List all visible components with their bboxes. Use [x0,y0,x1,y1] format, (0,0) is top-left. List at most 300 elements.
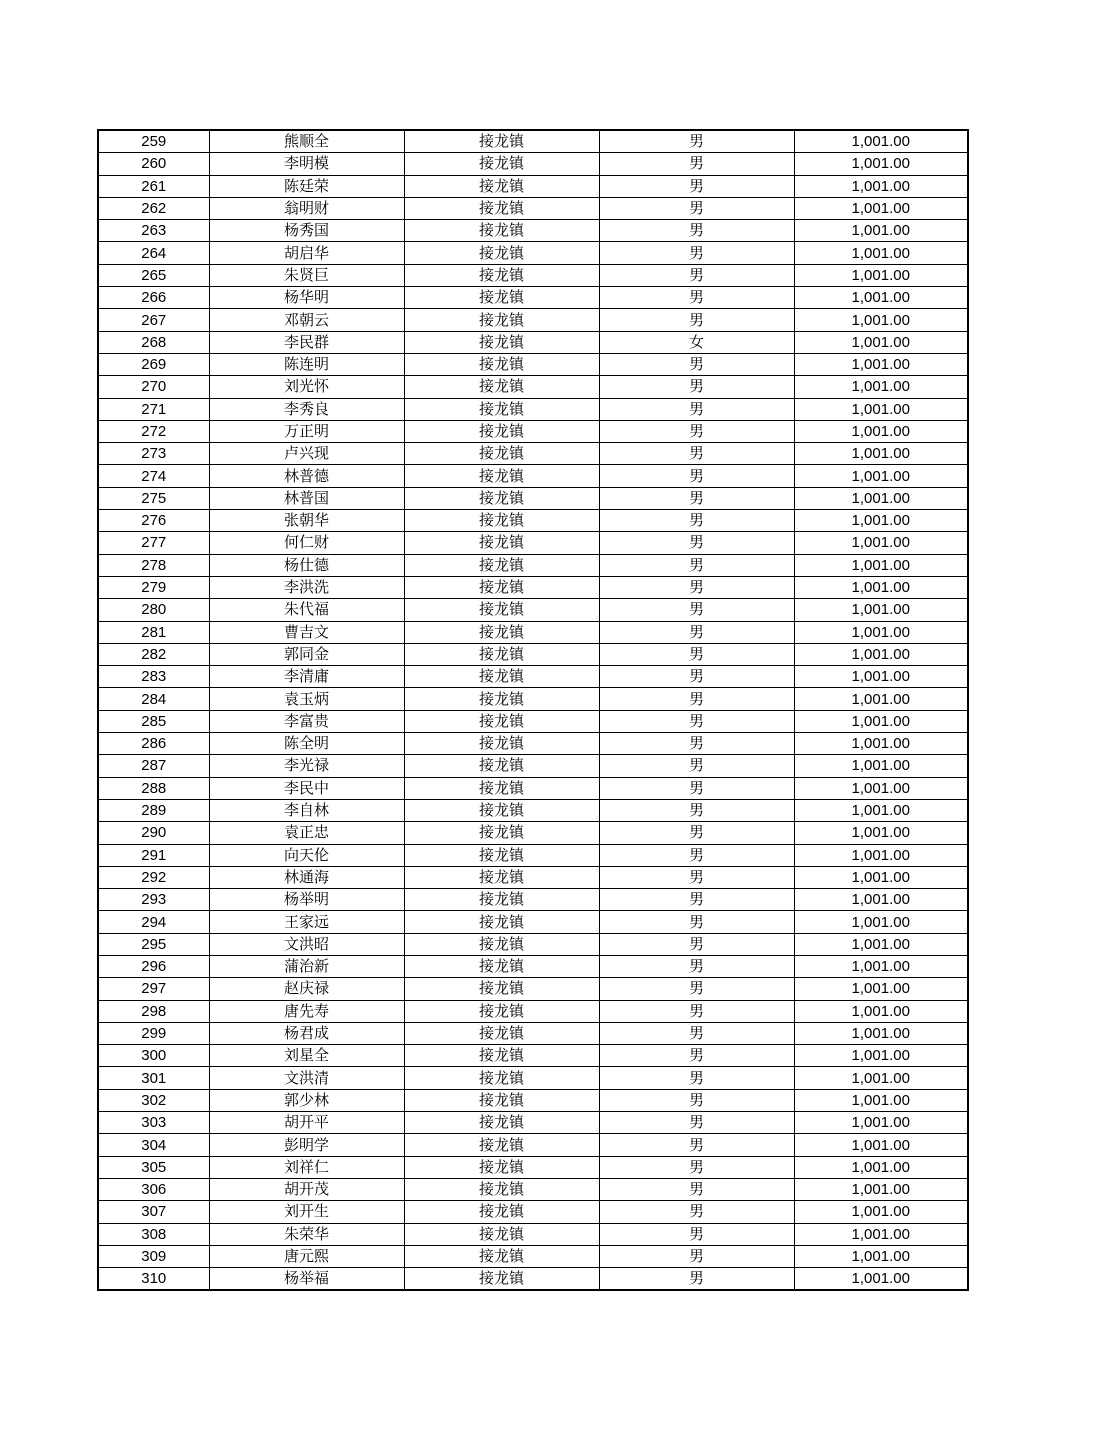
amount-cell: 1,001.00 [794,130,968,153]
amount-cell: 1,001.00 [794,822,968,844]
amount-cell: 1,001.00 [794,220,968,242]
row-number-cell: 300 [98,1045,209,1067]
town-cell: 接龙镇 [404,911,599,933]
gender-cell: 男 [599,866,794,888]
amount-cell: 1,001.00 [794,242,968,264]
name-cell: 胡开平 [209,1112,404,1134]
gender-cell: 男 [599,576,794,598]
amount-cell: 1,001.00 [794,576,968,598]
name-cell: 林普国 [209,487,404,509]
gender-cell: 男 [599,1089,794,1111]
table-row [98,331,968,353]
town-cell: 接龙镇 [404,487,599,509]
gender-cell: 男 [599,777,794,799]
town-cell: 接龙镇 [404,264,599,286]
name-cell: 张朝华 [209,510,404,532]
gender-cell: 男 [599,398,794,420]
amount-cell: 1,001.00 [794,175,968,197]
town-cell: 接龙镇 [404,777,599,799]
table-row [98,1245,968,1267]
name-cell: 林普德 [209,465,404,487]
town-cell: 接龙镇 [404,1201,599,1223]
town-cell: 接龙镇 [404,353,599,375]
gender-cell: 男 [599,844,794,866]
table-row [98,197,968,219]
town-cell: 接龙镇 [404,844,599,866]
town-cell: 接龙镇 [404,1245,599,1267]
name-cell: 蒲治新 [209,955,404,977]
gender-cell: 男 [599,287,794,309]
table-row [98,309,968,331]
town-cell: 接龙镇 [404,1156,599,1178]
row-number-cell: 265 [98,264,209,286]
row-number-cell: 273 [98,443,209,465]
name-cell: 邓朝云 [209,309,404,331]
amount-cell: 1,001.00 [794,465,968,487]
town-cell: 接龙镇 [404,978,599,1000]
name-cell: 刘星全 [209,1045,404,1067]
table-row [98,465,968,487]
gender-cell: 男 [599,1223,794,1245]
gender-cell: 男 [599,599,794,621]
table-row [98,130,968,153]
name-cell: 郭同金 [209,643,404,665]
town-cell: 接龙镇 [404,733,599,755]
gender-cell: 男 [599,153,794,175]
town-cell: 接龙镇 [404,889,599,911]
name-cell: 李自林 [209,799,404,821]
row-number-cell: 278 [98,554,209,576]
table-row [98,1178,968,1200]
amount-cell: 1,001.00 [794,532,968,554]
row-number-cell: 288 [98,777,209,799]
name-cell: 杨举福 [209,1268,404,1291]
gender-cell: 女 [599,331,794,353]
town-cell: 接龙镇 [404,822,599,844]
table-row [98,955,968,977]
row-number-cell: 302 [98,1089,209,1111]
gender-cell: 男 [599,1245,794,1267]
table-row [98,1156,968,1178]
name-cell: 刘开生 [209,1201,404,1223]
amount-cell: 1,001.00 [794,710,968,732]
amount-cell: 1,001.00 [794,1045,968,1067]
table-row [98,933,968,955]
gender-cell: 男 [599,376,794,398]
amount-cell: 1,001.00 [794,398,968,420]
row-number-cell: 307 [98,1201,209,1223]
town-cell: 接龙镇 [404,666,599,688]
gender-cell: 男 [599,554,794,576]
town-cell: 接龙镇 [404,287,599,309]
gender-cell: 男 [599,911,794,933]
gender-cell: 男 [599,710,794,732]
row-number-cell: 304 [98,1134,209,1156]
amount-cell: 1,001.00 [794,933,968,955]
amount-cell: 1,001.00 [794,733,968,755]
row-number-cell: 290 [98,822,209,844]
table-row [98,1134,968,1156]
gender-cell: 男 [599,733,794,755]
name-cell: 郭少林 [209,1089,404,1111]
amount-cell: 1,001.00 [794,755,968,777]
row-number-cell: 277 [98,532,209,554]
row-number-cell: 283 [98,666,209,688]
town-cell: 接龙镇 [404,1268,599,1291]
gender-cell: 男 [599,1067,794,1089]
table-row [98,844,968,866]
town-cell: 接龙镇 [404,153,599,175]
table-row [98,710,968,732]
amount-cell: 1,001.00 [794,197,968,219]
name-cell: 彭明学 [209,1134,404,1156]
amount-cell: 1,001.00 [794,331,968,353]
table-row [98,799,968,821]
row-number-cell: 272 [98,420,209,442]
amount-cell: 1,001.00 [794,911,968,933]
town-cell: 接龙镇 [404,710,599,732]
amount-cell: 1,001.00 [794,1067,968,1089]
row-number-cell: 268 [98,331,209,353]
town-cell: 接龙镇 [404,621,599,643]
row-number-cell: 266 [98,287,209,309]
name-cell: 刘祥仁 [209,1156,404,1178]
row-number-cell: 310 [98,1268,209,1291]
town-cell: 接龙镇 [404,331,599,353]
town-cell: 接龙镇 [404,866,599,888]
amount-cell: 1,001.00 [794,1201,968,1223]
name-cell: 杨仕德 [209,554,404,576]
name-cell: 李清庸 [209,666,404,688]
table-row [98,242,968,264]
amount-cell: 1,001.00 [794,777,968,799]
amount-cell: 1,001.00 [794,1178,968,1200]
town-cell: 接龙镇 [404,420,599,442]
town-cell: 接龙镇 [404,643,599,665]
row-number-cell: 270 [98,376,209,398]
name-cell: 李明模 [209,153,404,175]
gender-cell: 男 [599,510,794,532]
name-cell: 文洪昭 [209,933,404,955]
table-row [98,621,968,643]
amount-cell: 1,001.00 [794,420,968,442]
town-cell: 接龙镇 [404,933,599,955]
data-table [97,129,969,1291]
name-cell: 向天伦 [209,844,404,866]
name-cell: 李洪洗 [209,576,404,598]
row-number-cell: 276 [98,510,209,532]
name-cell: 何仁财 [209,532,404,554]
name-cell: 熊顺全 [209,130,404,153]
table-row [98,688,968,710]
town-cell: 接龙镇 [404,443,599,465]
row-number-cell: 269 [98,353,209,375]
gender-cell: 男 [599,175,794,197]
town-cell: 接龙镇 [404,175,599,197]
name-cell: 李民中 [209,777,404,799]
amount-cell: 1,001.00 [794,287,968,309]
table-row [98,1022,968,1044]
amount-cell: 1,001.00 [794,376,968,398]
table-row [98,398,968,420]
amount-cell: 1,001.00 [794,1089,968,1111]
amount-cell: 1,001.00 [794,353,968,375]
amount-cell: 1,001.00 [794,643,968,665]
gender-cell: 男 [599,688,794,710]
table-row [98,777,968,799]
amount-cell: 1,001.00 [794,1268,968,1291]
row-number-cell: 303 [98,1112,209,1134]
gender-cell: 男 [599,666,794,688]
gender-cell: 男 [599,465,794,487]
row-number-cell: 261 [98,175,209,197]
gender-cell: 男 [599,443,794,465]
row-number-cell: 282 [98,643,209,665]
amount-cell: 1,001.00 [794,799,968,821]
amount-cell: 1,001.00 [794,955,968,977]
table-row [98,599,968,621]
row-number-cell: 260 [98,153,209,175]
town-cell: 接龙镇 [404,1178,599,1200]
name-cell: 杨举明 [209,889,404,911]
town-cell: 接龙镇 [404,599,599,621]
row-number-cell: 262 [98,197,209,219]
table-row [98,287,968,309]
table-row [98,420,968,442]
table-row [98,1112,968,1134]
table-row [98,353,968,375]
gender-cell: 男 [599,643,794,665]
town-cell: 接龙镇 [404,799,599,821]
town-cell: 接龙镇 [404,242,599,264]
amount-cell: 1,001.00 [794,554,968,576]
name-cell: 杨君成 [209,1022,404,1044]
gender-cell: 男 [599,487,794,509]
town-cell: 接龙镇 [404,1067,599,1089]
row-number-cell: 279 [98,576,209,598]
table-row [98,264,968,286]
row-number-cell: 309 [98,1245,209,1267]
town-cell: 接龙镇 [404,465,599,487]
town-cell: 接龙镇 [404,532,599,554]
amount-cell: 1,001.00 [794,153,968,175]
name-cell: 李光禄 [209,755,404,777]
row-number-cell: 292 [98,866,209,888]
row-number-cell: 264 [98,242,209,264]
table-row [98,1223,968,1245]
name-cell: 李民群 [209,331,404,353]
gender-cell: 男 [599,1000,794,1022]
name-cell: 曹吉文 [209,621,404,643]
gender-cell: 男 [599,978,794,1000]
town-cell: 接龙镇 [404,220,599,242]
amount-cell: 1,001.00 [794,978,968,1000]
row-number-cell: 301 [98,1067,209,1089]
gender-cell: 男 [599,197,794,219]
name-cell: 陈全明 [209,733,404,755]
gender-cell: 男 [599,933,794,955]
amount-cell: 1,001.00 [794,621,968,643]
town-cell: 接龙镇 [404,197,599,219]
amount-cell: 1,001.00 [794,309,968,331]
amount-cell: 1,001.00 [794,487,968,509]
name-cell: 刘光怀 [209,376,404,398]
gender-cell: 男 [599,130,794,153]
gender-cell: 男 [599,1178,794,1200]
name-cell: 王家远 [209,911,404,933]
row-number-cell: 275 [98,487,209,509]
amount-cell: 1,001.00 [794,866,968,888]
gender-cell: 男 [599,621,794,643]
table-row [98,510,968,532]
name-cell: 胡启华 [209,242,404,264]
amount-cell: 1,001.00 [794,1000,968,1022]
gender-cell: 男 [599,1022,794,1044]
amount-cell: 1,001.00 [794,1022,968,1044]
town-cell: 接龙镇 [404,309,599,331]
table-row [98,978,968,1000]
table-row [98,666,968,688]
row-number-cell: 286 [98,733,209,755]
name-cell: 朱贤巨 [209,264,404,286]
name-cell: 唐先寿 [209,1000,404,1022]
town-cell: 接龙镇 [404,1134,599,1156]
row-number-cell: 293 [98,889,209,911]
name-cell: 林通海 [209,866,404,888]
table-row [98,1268,968,1291]
name-cell: 杨华明 [209,287,404,309]
table-row [98,643,968,665]
amount-cell: 1,001.00 [794,844,968,866]
row-number-cell: 289 [98,799,209,821]
amount-cell: 1,001.00 [794,1156,968,1178]
gender-cell: 男 [599,1268,794,1291]
town-cell: 接龙镇 [404,1045,599,1067]
gender-cell: 男 [599,353,794,375]
gender-cell: 男 [599,1201,794,1223]
gender-cell: 男 [599,755,794,777]
row-number-cell: 291 [98,844,209,866]
name-cell: 朱代福 [209,599,404,621]
name-cell: 李秀良 [209,398,404,420]
row-number-cell: 274 [98,465,209,487]
table-row [98,532,968,554]
table-row [98,755,968,777]
gender-cell: 男 [599,1045,794,1067]
town-cell: 接龙镇 [404,755,599,777]
table-row [98,220,968,242]
row-number-cell: 281 [98,621,209,643]
name-cell: 袁正忠 [209,822,404,844]
table-row [98,554,968,576]
row-number-cell: 294 [98,911,209,933]
town-cell: 接龙镇 [404,1089,599,1111]
amount-cell: 1,001.00 [794,510,968,532]
row-number-cell: 308 [98,1223,209,1245]
gender-cell: 男 [599,955,794,977]
name-cell: 万正明 [209,420,404,442]
table-row [98,1201,968,1223]
town-cell: 接龙镇 [404,1000,599,1022]
name-cell: 陈廷荣 [209,175,404,197]
town-cell: 接龙镇 [404,1022,599,1044]
table-row [98,911,968,933]
town-cell: 接龙镇 [404,1112,599,1134]
town-cell: 接龙镇 [404,1223,599,1245]
town-cell: 接龙镇 [404,955,599,977]
name-cell: 袁玉炳 [209,688,404,710]
row-number-cell: 284 [98,688,209,710]
amount-cell: 1,001.00 [794,1134,968,1156]
name-cell: 李富贵 [209,710,404,732]
amount-cell: 1,001.00 [794,1223,968,1245]
amount-cell: 1,001.00 [794,1112,968,1134]
table-row [98,866,968,888]
row-number-cell: 306 [98,1178,209,1200]
row-number-cell: 263 [98,220,209,242]
gender-cell: 男 [599,822,794,844]
town-cell: 接龙镇 [404,576,599,598]
town-cell: 接龙镇 [404,510,599,532]
amount-cell: 1,001.00 [794,443,968,465]
amount-cell: 1,001.00 [794,666,968,688]
row-number-cell: 297 [98,978,209,1000]
amount-cell: 1,001.00 [794,1245,968,1267]
table-row [98,1089,968,1111]
row-number-cell: 271 [98,398,209,420]
gender-cell: 男 [599,264,794,286]
town-cell: 接龙镇 [404,688,599,710]
gender-cell: 男 [599,889,794,911]
gender-cell: 男 [599,799,794,821]
gender-cell: 男 [599,1134,794,1156]
name-cell: 唐元熙 [209,1245,404,1267]
row-number-cell: 299 [98,1022,209,1044]
table-row [98,1000,968,1022]
gender-cell: 男 [599,532,794,554]
table-row [98,153,968,175]
table-row [98,443,968,465]
gender-cell: 男 [599,242,794,264]
row-number-cell: 298 [98,1000,209,1022]
gender-cell: 男 [599,1112,794,1134]
row-number-cell: 267 [98,309,209,331]
town-cell: 接龙镇 [404,376,599,398]
gender-cell: 男 [599,220,794,242]
name-cell: 翁明财 [209,197,404,219]
row-number-cell: 287 [98,755,209,777]
name-cell: 杨秀国 [209,220,404,242]
table-row [98,576,968,598]
row-number-cell: 280 [98,599,209,621]
gender-cell: 男 [599,309,794,331]
name-cell: 文洪清 [209,1067,404,1089]
row-number-cell: 296 [98,955,209,977]
amount-cell: 1,001.00 [794,599,968,621]
row-number-cell: 305 [98,1156,209,1178]
table-row [98,1045,968,1067]
table-row [98,822,968,844]
gender-cell: 男 [599,420,794,442]
amount-cell: 1,001.00 [794,688,968,710]
amount-cell: 1,001.00 [794,889,968,911]
table-row [98,889,968,911]
name-cell: 胡开茂 [209,1178,404,1200]
table-row [98,1067,968,1089]
town-cell: 接龙镇 [404,554,599,576]
table-body [98,130,968,1290]
row-number-cell: 259 [98,130,209,153]
